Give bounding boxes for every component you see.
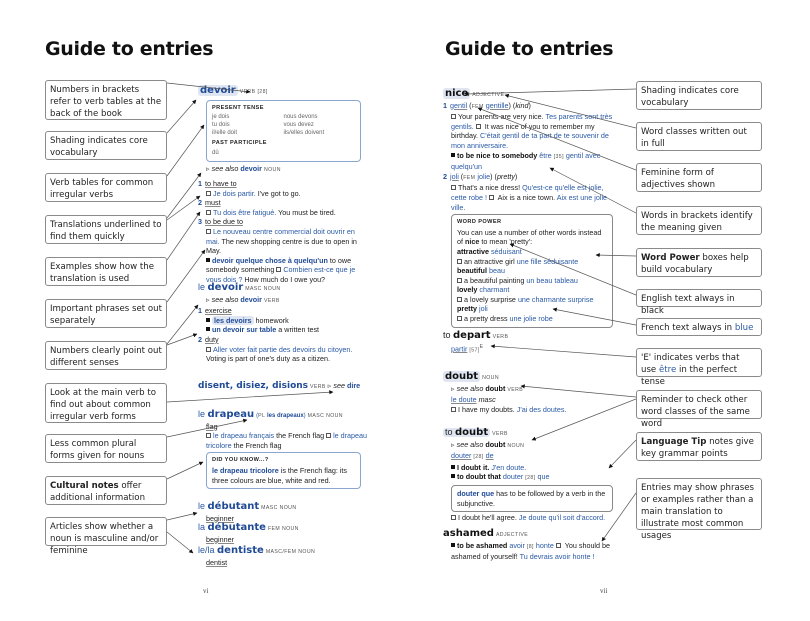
word-class: MASC NOUN (307, 413, 343, 419)
entry-devoir-noun (198, 283, 368, 364)
callout-cultural (45, 476, 167, 505)
triangle-icon: ▹ (206, 294, 212, 304)
translation: must (205, 198, 221, 208)
example-en: You must be tired. (276, 207, 336, 217)
bullet-icon (206, 327, 210, 331)
gender: masc (476, 395, 496, 405)
verb-table-ref: [35] (553, 153, 564, 160)
example (198, 345, 368, 364)
headword: doubt (455, 427, 489, 438)
conj-form: je dois (212, 114, 230, 121)
phrase-en: a written test (276, 325, 320, 335)
example-en: I doubt he'll agree. (458, 513, 519, 523)
sense-2 (198, 198, 368, 208)
see-also-class: VERB (263, 297, 280, 304)
sense-3 (198, 217, 368, 227)
example (198, 189, 368, 199)
callout-bold: Language Tip (641, 437, 707, 447)
right-page (405, 0, 810, 621)
phrase-en: to owe somebody something (206, 255, 352, 275)
translation: beginner (206, 534, 234, 544)
see-also (198, 164, 368, 176)
word-class: VERB (492, 431, 508, 437)
square-icon (457, 297, 462, 302)
see-also-prefix: see also (211, 294, 239, 304)
phrase-fr: avoir (507, 540, 527, 550)
wp-fr: beau (486, 266, 505, 276)
see-also-word[interactable]: doubt (485, 439, 506, 449)
wp-fr: joli (476, 304, 488, 314)
article: le (198, 409, 208, 419)
example-fr: J'ai des doutes. (516, 404, 567, 414)
page-number: vi (203, 587, 209, 595)
entry-depart (443, 331, 615, 356)
page-number: vii (600, 587, 608, 595)
example-en: It was nice of you to remember my birthday. (451, 121, 595, 141)
wp-fr: charmant (477, 285, 510, 295)
page-title: Guide to entries (45, 38, 214, 60)
square-icon (206, 433, 211, 438)
example-fr: Aller voter fait partie des devoirs du citoyen. (213, 344, 353, 354)
word-power-label: WORD POWER (457, 219, 502, 226)
article: la (198, 522, 208, 533)
did-you-know-box (206, 452, 361, 489)
callout-usages: Entries may show phrases or examples rather than a main translation to illustrate most common usages (636, 478, 762, 530)
word-class: FEM NOUN (267, 526, 299, 533)
headword: débutant (207, 501, 260, 512)
phrase-fr: les devoirs (214, 315, 252, 325)
example (198, 227, 368, 256)
example-fr: Je doute qu'il soit d'accord. (518, 513, 606, 523)
fem-label: FEM (471, 103, 484, 110)
example-fr: Qu'est-ce qu'elle est jolie, cette robe ! (451, 183, 604, 202)
word-power-bold: nice (465, 237, 480, 247)
square-icon (457, 316, 462, 321)
callout-french-blue (636, 318, 762, 336)
page-title: Guide to entries (445, 38, 614, 60)
word-class: MASC NOUN (261, 505, 297, 511)
example-fr: Tu dois être fatigué. (213, 207, 277, 217)
sense-2: 2 joli (FEM jolie) (pretty) (443, 171, 518, 181)
phrase-fr: J'en doute. (489, 462, 527, 472)
headword: ashamed (443, 528, 494, 539)
sense-1 (198, 306, 368, 316)
callout-word-classes: Word classes written out in full (636, 122, 762, 151)
conj-form: vous devez (283, 122, 314, 129)
etre-marker: E (479, 343, 484, 350)
triangle-icon: ▹ (327, 381, 332, 390)
phrase (198, 325, 368, 335)
example-fr: le drapeau français (213, 431, 275, 441)
callout-text: French text always in (641, 323, 735, 333)
wp-en: attractive (457, 246, 489, 256)
see-also-class: VERB (507, 386, 524, 393)
callout-text: boxes help build vocabulary (641, 253, 749, 275)
phrase-fr: devoir quelque chose à quelqu'un (212, 255, 328, 265)
triangle-icon: ▹ (451, 383, 457, 393)
headword: drapeau (207, 409, 255, 420)
cultural-fr: le drapeau tricolore (212, 465, 279, 475)
conj-form: tu dois (212, 122, 230, 129)
translation: flag (206, 421, 218, 431)
article: le (198, 501, 208, 511)
callout-articles: Articles show whether a noun is masculine and/or feminine (45, 517, 167, 546)
headword: devoir (200, 85, 236, 96)
callout-word-power (636, 248, 762, 277)
word-class: MASC/FEM NOUN (265, 549, 316, 556)
callout-plural: Less common plural forms given for nouns (45, 434, 167, 463)
example-en: I've got to go. (255, 188, 301, 198)
callout-verb-tables: Verb tables for common irregular verbs (45, 173, 167, 202)
translation: to be due to (205, 217, 243, 227)
callout-examples: Examples show how the translation is used (45, 257, 167, 286)
sense-number: 1 (443, 100, 447, 110)
verb-table-ref: [57] (469, 346, 480, 353)
example-en: That's a nice dress! (458, 183, 523, 193)
phrase-fr: gentil avec quelqu'un (451, 150, 601, 172)
wp-ex-en: a lovely surprise (464, 294, 518, 304)
example-en: You should be ashamed of yourself! (451, 540, 611, 562)
square-icon (206, 347, 211, 352)
callout-phrases: Important phrases set out separately (45, 299, 167, 328)
phrase-fr: être (537, 150, 554, 160)
bullet-icon (451, 474, 455, 478)
bullet-icon (206, 318, 210, 322)
see-word[interactable]: dire (346, 381, 361, 390)
sense-1 (198, 179, 368, 189)
wp-en: beautiful (457, 266, 487, 276)
sense-number: 1 (198, 306, 202, 316)
headword: nice (445, 88, 469, 99)
callout-shading: Shading indicates core vocabulary (45, 131, 167, 160)
headword: devoir (207, 282, 244, 293)
square-icon (326, 433, 331, 438)
article: le/la (198, 545, 218, 556)
square-icon (451, 185, 456, 190)
translation: dentist (206, 557, 228, 567)
wp-ex-fr: une fille séduisante (516, 256, 579, 266)
cultural-en: is the French flag: its three colours are blue, white and red. (212, 465, 348, 485)
bullet-icon (451, 153, 455, 157)
meaning: pretty (496, 171, 515, 181)
see-also-class: NOUN (263, 167, 281, 174)
tip-fr: douter que (457, 488, 495, 498)
conjugation-grid (212, 113, 355, 137)
callout-text: notes give key grammar points (641, 437, 754, 459)
article: le (198, 282, 208, 292)
example-fr: C'était gentil de ta part de te souvenir de mon anniversaire. (451, 131, 609, 150)
callout-brackets-meaning: Words in brackets identify the meaning given (636, 206, 762, 235)
phrase-en: I doubt it. (457, 462, 490, 472)
phrase-fr: un devoir sur table (212, 325, 277, 335)
phrase-fr: que (535, 472, 550, 482)
see-prefix: see (333, 381, 345, 390)
translation: beginner (206, 513, 234, 523)
translation: exercise (205, 306, 232, 316)
callout-language-tip (636, 432, 762, 461)
see-also-prefix: see also (211, 164, 239, 174)
entry-doubt-verb (443, 428, 615, 523)
wp-en: lovely (457, 285, 478, 295)
verb-table-ref: [28] (473, 454, 484, 461)
example-en: I have my doubts. (458, 404, 517, 414)
translation: partir (451, 343, 468, 353)
wp-ex-en: a pretty dress (464, 314, 510, 324)
phrase-en: to doubt that (457, 472, 501, 482)
bullet-icon (206, 258, 210, 262)
see-also-word[interactable]: doubt (485, 383, 506, 393)
entry-debutant (198, 502, 368, 568)
word-class: NOUN (482, 375, 499, 381)
square-icon (206, 210, 211, 215)
square-icon (451, 407, 456, 412)
sense-2 (198, 335, 368, 345)
example-fr: Je dois partir. (213, 188, 256, 198)
past-participle-label: PAST PARTICIPLE (212, 140, 267, 147)
feminine-form: gentille (485, 100, 509, 110)
callout-blue: être (658, 365, 677, 375)
headword: disent, disiez, disions (198, 381, 309, 391)
translation: duty (205, 334, 219, 344)
wp-ex-fr: un beau tableau (526, 275, 578, 285)
meaning: kind (515, 100, 529, 110)
entry-nice (443, 89, 615, 328)
callout-blue: blue (734, 323, 754, 333)
word-class: ADJECTIVE (495, 532, 529, 538)
callout-feminine: Feminine form of adjectives shown (636, 163, 762, 192)
conj-form: il/elle doit (212, 130, 238, 137)
plural: les drapeaux (266, 413, 304, 419)
example-en: Your parents are very nice. (458, 112, 546, 122)
example-en: Aix is a nice town. (495, 192, 557, 202)
verb-table-box (206, 100, 361, 163)
callout-brackets: Numbers in brackets refer to verb tables at the back of the book (45, 80, 167, 120)
verb-table-ref: [8] (526, 543, 534, 550)
example-fr: le drapeau tricolore (206, 431, 368, 450)
square-icon (457, 278, 462, 283)
example-en: the French flag (274, 431, 327, 441)
word-power-intro: to mean 'pretty': (479, 237, 533, 247)
bullet-icon (451, 465, 455, 469)
example-en: How much do I owe you? (242, 274, 326, 284)
phrase-en: to be nice to somebody (457, 150, 538, 160)
sense-number: 2 (198, 334, 202, 344)
word-power-box (451, 214, 613, 328)
translation: le doute (451, 395, 477, 405)
see-also (198, 295, 368, 307)
example (198, 208, 368, 218)
phrase-fr: douter (500, 472, 526, 482)
square-icon (489, 195, 494, 200)
phrase (198, 256, 368, 285)
feminine-form: jolie (477, 171, 491, 181)
headword: dentiste (217, 545, 264, 557)
square-icon (206, 229, 211, 234)
translation: to have to (205, 178, 237, 188)
example-fr: Aix est une jolie ville. (451, 192, 608, 212)
translation: gentil (450, 100, 468, 110)
entry-doubt-noun (443, 372, 615, 414)
example-en: The new shopping centre is due to open in May. (206, 236, 357, 256)
square-icon (206, 191, 211, 196)
square-icon (556, 543, 561, 548)
square-icon (457, 259, 462, 264)
see-also-word[interactable]: devoir (240, 294, 262, 304)
example-fr: Combien est-ce que je vous dois ? (206, 265, 356, 284)
fem-label: FEM (463, 174, 476, 181)
headword: depart (453, 330, 491, 341)
past-participle: dû (212, 149, 219, 156)
entry-ashamed (443, 529, 615, 562)
phrase (198, 316, 368, 326)
callout-bold: Cultural notes (50, 481, 119, 491)
examples (198, 431, 368, 450)
square-icon (476, 124, 481, 129)
triangle-icon: ▹ (451, 439, 457, 449)
headword: débutante (207, 522, 266, 534)
square-icon (451, 515, 456, 520)
translation: douter (451, 451, 472, 461)
example-fr: Tu devrais avoir honte ! (519, 552, 595, 562)
square-icon (451, 114, 456, 119)
language-tip-box (451, 485, 613, 512)
phrase-en: to be ashamed (457, 540, 508, 550)
entry-drapeau: le drapeau (PL les drapeaux) MASC NOUN flag le drapeau français the French flag le drapeau tricolore the French flag DID YOU KNOW...? le drapeau tricolore is the French flag: its three colours are blue, white and red. (198, 410, 368, 489)
preposition: de (485, 451, 494, 461)
translation: joli (450, 171, 459, 181)
plural-label: PL (258, 413, 267, 419)
phrase-en: homework (253, 315, 289, 325)
verb-table-ref: [28] (257, 89, 268, 95)
callout-text: 'E' indicates verbs that use (641, 353, 740, 375)
see-also-prefix: see also (456, 439, 484, 449)
prefix: to (443, 330, 454, 340)
headword: doubt (445, 371, 479, 382)
square-icon (276, 267, 281, 272)
prefix: to (445, 427, 456, 437)
callout-reminder: Reminder to check other word classes of the same word (636, 390, 762, 419)
example-en: Voting is part of one's duty as a citizen. (206, 354, 331, 364)
wp-fr: séduisant (488, 246, 522, 256)
word-power-intro: You can use a number of other words instead of (457, 227, 602, 247)
sense-number: 1 (198, 178, 202, 188)
sense-1: 1 gentil (FEM gentille) (kind) (443, 100, 531, 110)
example-fr: Tes parents sont très gentils. (451, 112, 613, 131)
did-you-know-label: DID YOU KNOW...? (212, 457, 269, 464)
see-also-prefix: see also (456, 383, 484, 393)
callout-shading: Shading indicates core vocabulary (636, 81, 762, 110)
bullet-icon (451, 543, 455, 547)
entry-disent (198, 381, 378, 393)
callout-bold: Word Power (641, 253, 700, 263)
word-class: ADJECTIVE (472, 92, 505, 98)
triangle-icon: ▹ (206, 164, 212, 174)
example-fr: Le nouveau centre commercial doit ouvrir en mai. (206, 226, 355, 246)
sense-number: 3 (198, 217, 202, 227)
word-class: MASC NOUN (245, 286, 281, 292)
callout-underlined: Translations underlined to find them quickly (45, 215, 167, 244)
callout-text: in the perfect tense (641, 365, 738, 387)
wp-ex-fr: une charmante surprise (517, 294, 594, 304)
tip-en: has to be followed by a verb in the subjunctive. (457, 488, 606, 508)
callout-text: offer additional information (50, 481, 146, 503)
sense-number: 2 (198, 198, 202, 208)
present-tense-label: PRESENT TENSE (212, 104, 264, 111)
wp-ex-en: a beautiful painting (464, 275, 527, 285)
see-also-word[interactable]: devoir (240, 164, 262, 174)
callout-english-black: English text always in black (636, 289, 762, 307)
entry-devoir-verb (198, 86, 368, 285)
conj-form: ils/elles doivent (283, 130, 325, 137)
sense-number: 2 (443, 171, 447, 181)
callout-numbers: Numbers clearly point out different senses (45, 341, 167, 370)
example-en: the French flag (231, 440, 282, 450)
word-class: VERB (239, 89, 256, 95)
wp-ex-en: an attractive girl (464, 256, 517, 266)
wp-en: pretty (457, 304, 477, 314)
word-class: VERB (310, 384, 326, 390)
see-also-class: NOUN (507, 442, 525, 449)
conj-form: nous devons (283, 114, 318, 121)
wp-ex-fr: une jolie robe (509, 314, 553, 324)
phrase-fr: honte (533, 540, 554, 550)
callout-main-verb: Look at the main verb to find out about common irregular verb forms (45, 383, 167, 423)
verb-table-ref: [28] (525, 475, 536, 482)
word-class: VERB (492, 334, 509, 340)
callout-etre (636, 348, 762, 387)
